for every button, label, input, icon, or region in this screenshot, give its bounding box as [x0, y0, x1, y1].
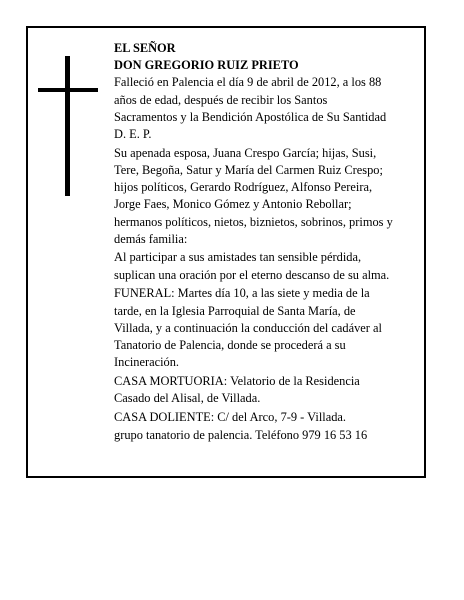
funeral-details: FUNERAL: Martes día 10, a las siete y media de la tarde, en la Iglesia Parroquial de Santa María, de Villada, y a continuación la conducción del cadáver al Tanatorio de Palencia, donde se procederá a su Incineración.: [114, 286, 382, 370]
family-mourners: Su apenada esposa, Juana Crespo García; hijas, Susi, Tere, Begoña, Satur y María del Carmen Ruiz Crespo; hijos políticos, Gerardo Rodríguez, Alfonso Pereira, Jorge Faes, Monico Gómez y Antonio Rebollar; hermanos políticos, nietos, biznietos, sobrinos, primos y demás familia:: [114, 145, 393, 246]
cross-horizontal-bar: [38, 88, 98, 92]
death-announcement: Falleció en Palencia el día 9 de abril de 2012, a los 88 años de edad, después de recibir los Santos Sacramentos y la Bendición Apostólica de Su Santidad D. E. P.: [114, 75, 387, 142]
latin-cross-icon: [38, 56, 98, 196]
funeral-home-contact: grupo tanatorio de palencia. Teléfono 979 16 53 16: [114, 428, 368, 443]
wake-location: CASA MORTUORIA: Velatorio de la Residencia Casado del Alisal, de Villada.: [114, 373, 360, 406]
family-home-address: CASA DOLIENTE: C/ del Arco, 7-9 - Villada.: [114, 409, 347, 424]
obituary-text: [114, 40, 424, 445]
notice-heading-title: EL SEÑOR: [114, 41, 176, 55]
prayer-request: Al participar a sus amistades tan sensible pérdida, suplican una oración por el eterno descanso de su alma.: [114, 250, 390, 282]
deceased-name: DON GREGORIO RUIZ PRIETO: [114, 58, 299, 73]
cross-vertical-bar: [65, 56, 70, 196]
